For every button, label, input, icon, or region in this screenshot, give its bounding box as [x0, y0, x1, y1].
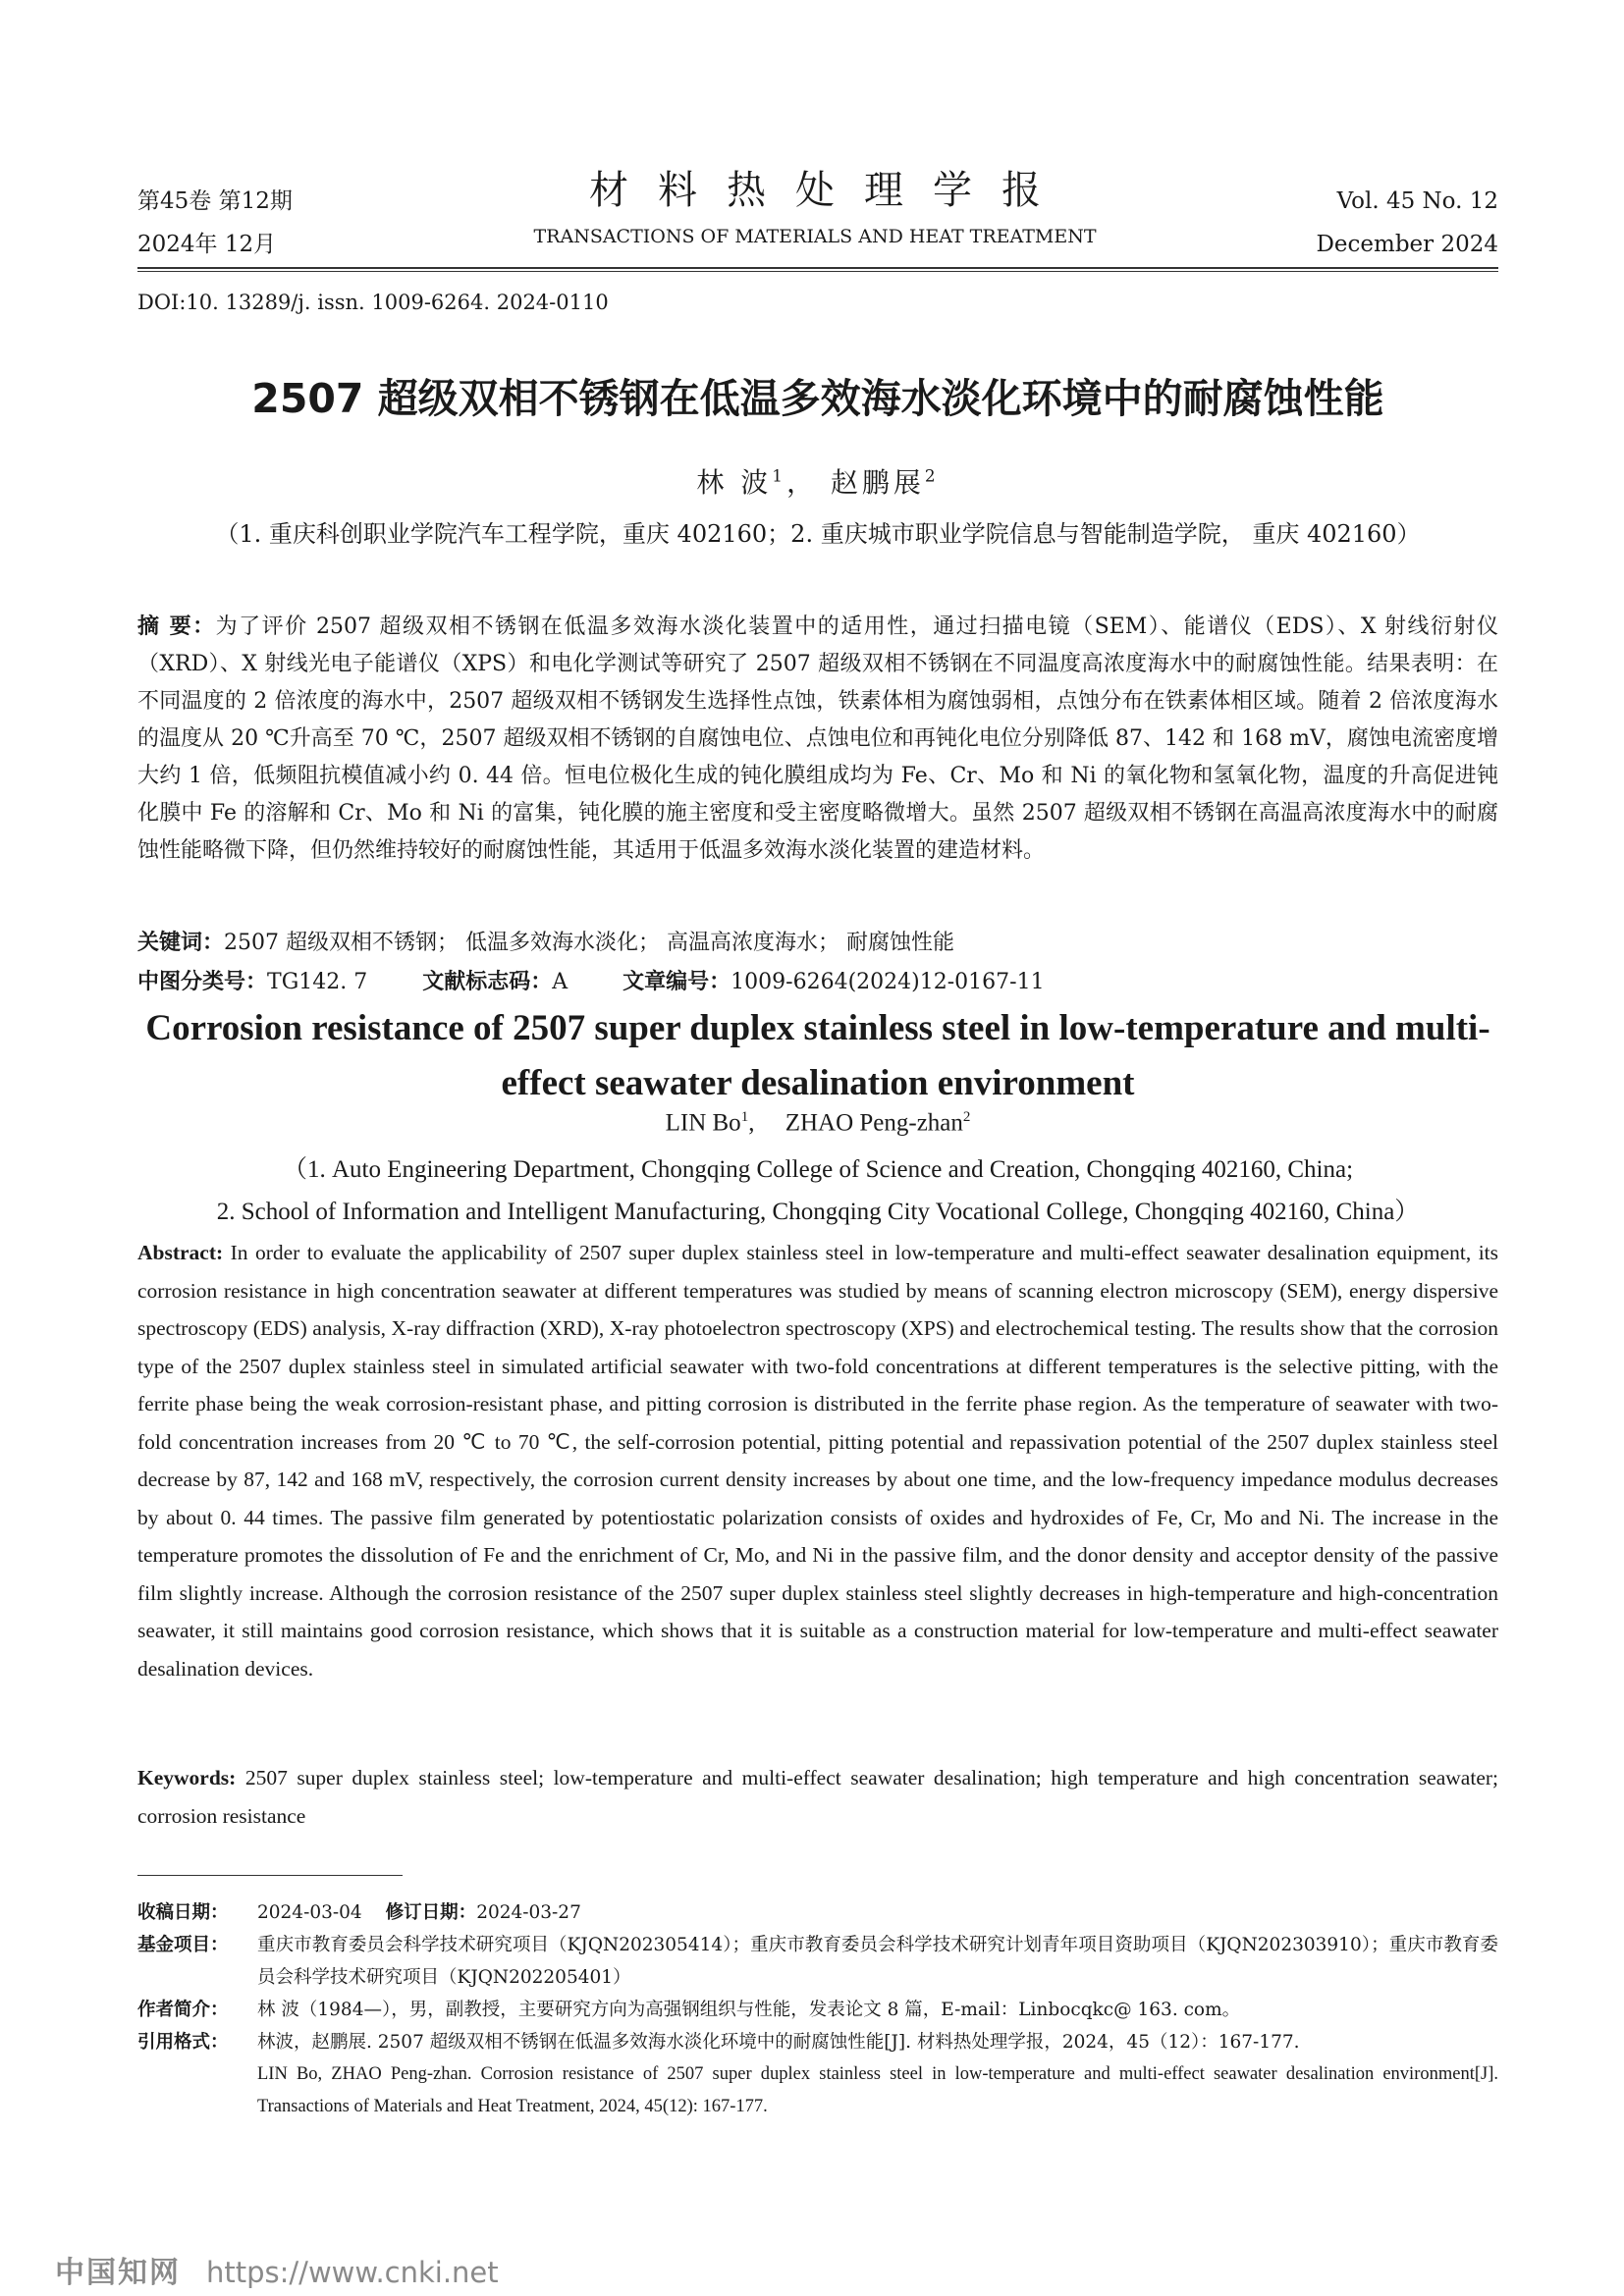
keywords-en-text: 2507 super duplex stainless steel; low-temperature and multi-effect seawater desalination; high temperature and high concentration seawater; corrosion resistance [137, 1766, 1499, 1828]
footnote-author [137, 1994, 1498, 2026]
header-right [1316, 180, 1498, 266]
article-number-value: 1009-6264(2024)12-0167-11 [731, 970, 1045, 994]
keywords-cn-text: 2507 超级双相不锈钢； 低温多效海水淡化； 高温高浓度海水； 耐腐蚀性能 [224, 931, 954, 955]
fund-text: 重庆市教育委员会科学技术研究项目（KJQN202305414）；重庆市教育委员会科学技术研究计划青年项目资助项目（KJQN202303910）；重庆市教育委员会科学技术研究项目（KJQN202205401） [257, 1935, 1498, 1988]
classification-line [137, 964, 1045, 1001]
author-1-en-sup: 1 [740, 1109, 749, 1125]
author-bio-text: 林 波（1984—），男，副教授，主要研究方向为高强钢组织与性能，发表论文 8 篇，E-mail：Linbocqkc@ 163. com。 [257, 2000, 1241, 2020]
keywords-cn [137, 925, 1498, 962]
cnki-logo: 中国知网 [55, 2256, 181, 2290]
author-bio-label: 作者简介： [137, 2000, 229, 2020]
received-label: 收稿日期： [137, 1902, 229, 1923]
doc-code-label: 文献标志码： [422, 970, 553, 994]
journal-title-en: TRANSACTIONS OF MATERIALS AND HEAT TREATMENT [533, 226, 1097, 247]
journal-title-cn: 材料热处理学报 [589, 168, 1070, 213]
clc-value: TG142. 7 [267, 970, 368, 994]
abstract-cn-text: 为了评价 2507 超级双相不锈钢在低温多效海水淡化装置中的适用性，通过扫描电镜（SEM）、能谱仪（EDS）、X 射线衍射仪（XRD）、X 射线光电子能谱仪（XPS）和电化学测试等研究了 2507 超级双相不锈钢在不同温度高浓度海水中的耐腐蚀性能。结果表明：在不同温度的 2 倍浓度的海水中，2507 超级双相不锈钢发生选择性点蚀，铁素体相为腐蚀弱相，点蚀分布在铁素体相区域。随着 2 倍浓度海水的温度从 20 ℃升高至 70 ℃，2507 超级双相不锈钢的自腐蚀电位、点蚀电位和再钝化电位分别降低 87、142 和 168 mV，腐蚀电流密度增大约 1 倍，低频阻抗模值减小约 0. 44 倍。恒电位极化生成的钝化膜组成均为 Fe、Cr、Mo 和 Ni 的氧化物和氢氧化物，温度的升高促进钝化膜中 Fe 的溶解和 Cr、Mo 和 Ni 的富集，钝化膜的施主密度和受主密度略微增大。虽然 2507 超级双相不锈钢在高温高浓度海水中的耐腐蚀性能略微下降，但仍然维持较好的耐腐蚀性能，其适用于低温多效海水淡化装置的建造材料。 [137, 614, 1498, 863]
author-1-sup: 1 [772, 465, 786, 486]
doi: DOI:10. 13289/j. issn. 1009-6264. 2024-0110 [137, 291, 609, 314]
keywords-cn-label: 关键词： [137, 931, 225, 955]
affiliation-en-line2: 2. School of Information and Intelligent Manufacturing, Chongqing City Vocational College, Chongqing 402160, China） [216, 1199, 1420, 1225]
footnote-rule [137, 1875, 403, 1876]
paper-title-en: Corrosion resistance of 2507 super duplex stainless steel in low-temperature and multi-effect seawater desalination environment [145, 1008, 1490, 1103]
paper-title-cn: 2507 超级双相不锈钢在低温多效海水淡化环境中的耐腐蚀性能 [251, 375, 1384, 422]
citation-en: LIN Bo, ZHAO Peng-zhan. Corrosion resistance of 2507 super duplex stainless steel in low-temperature and multi-effect seawater desalination environment[J]. Transactions of Materials and Heat Treatment, 2024, 45(12): 167-177. [257, 2064, 1498, 2116]
date-cn: 2024年 12月 [137, 232, 277, 257]
volume-issue-cn: 第45卷 第12期 [137, 188, 293, 214]
header-rule-thin [137, 271, 1498, 272]
author-2-cn: 赵鹏展 [830, 466, 925, 499]
received-date: 2024-03-04 [257, 1902, 362, 1923]
abstract-en-text: In order to evaluate the applicability of 2507 super duplex stainless steel in low-temperature and multi-effect seawater desalination equipment, its corrosion resistance in high concentration seawater at different temperatures was studied by means of scanning electron microscopy (SEM), energy dispersive spectroscopy (EDS) analysis, X-ray diffraction (XRD), X-ray photoelectron spectroscopy (XPS) and electrochemical testing. The results show that the corrosion type of the 2507 duplex stainless steel in simulated artificial seawater with two-fold concentrations at different temperatures is the selective pitting, with the ferrite phase being the weak corrosion-resistant phase, and pitting corrosion is distributed in the ferrite phase region. As the temperature of seawater with two-fold concentration increases from 20 ℃ to 70 ℃, the self-corrosion potential, pitting potential and repassivation potential of the 2507 duplex stainless steel decrease by 87, 142 and 168 mV, respectively, the corrosion current density increases by about one time, and the low-frequency impedance modulus decreases by about 0. 44 times. The passive film generated by potentiostatic polarization consists of oxides and hydroxides of Fe, Cr, Mo and Ni. The increase in the temperature promotes the dissolution of Fe and the enrichment of Cr, Mo, and Ni in the passive film, and the donor density and acceptor density of the passive film slightly increase. Although the corrosion resistance of the 2507 super duplex stainless steel slightly decreases in high-temperature and high-concentration seawater, it still maintains good corrosion resistance, which shows that it is suitable as a construction material for low-temperature and multi-effect seawater desalination devices. [137, 1241, 1499, 1681]
author-1-en: LIN Bo [665, 1109, 741, 1137]
cnki-watermark [55, 2248, 499, 2291]
doc-code-value: A [552, 970, 568, 994]
abstract-en-label: Abstract: [137, 1241, 224, 1264]
author-1-cn: 林 波 [696, 466, 773, 499]
keywords-en [137, 1759, 1498, 1835]
author-2-sup: 2 [924, 465, 940, 486]
article-number-label: 文章编号： [623, 970, 731, 994]
author-en-separator: , [748, 1109, 785, 1137]
footnote-dates [137, 1896, 1498, 1929]
authors-en [137, 1109, 1498, 1137]
abstract-en [137, 1234, 1498, 1687]
author-separator: ， [785, 466, 831, 499]
header-left [137, 180, 293, 266]
affiliation-en-line1: （1. Auto Engineering Department, Chongqing College of Science and Creation, Chongqing 402160, China; [282, 1156, 1354, 1183]
footnote-citation [137, 2026, 1498, 2123]
date-en: December 2024 [1316, 232, 1498, 257]
volume-issue-en: Vol. 45 No. 12 [1336, 188, 1498, 214]
header-rule [137, 267, 1498, 269]
citation-label: 引用格式： [137, 2032, 229, 2053]
clc-label: 中图分类号： [137, 970, 268, 994]
keywords-en-label: Keywords: [137, 1766, 237, 1789]
cnki-url: https://www.cnki.net [206, 2256, 499, 2289]
author-2-en-sup: 2 [962, 1109, 971, 1125]
authors-cn [137, 461, 1498, 501]
revised-label: 修订日期： [385, 1902, 477, 1923]
fund-label: 基金项目： [137, 1935, 229, 1955]
revised-date: 2024-03-27 [476, 1902, 581, 1923]
abstract-cn [137, 609, 1498, 870]
author-2-en: ZHAO Peng-zhan [785, 1109, 963, 1137]
affiliation-en [137, 1148, 1498, 1233]
affiliation-cn: （1. 重庆科创职业学院汽车工程学院，重庆 402160；2. 重庆城市职业学院信息与智能制造学院， 重庆 402160） [215, 520, 1421, 548]
citation-cn: 林波，赵鹏展. 2507 超级双相不锈钢在低温多效海水淡化环境中的耐腐蚀性能[J]. 材料热处理学报，2024，45（12）：167-177. [257, 2032, 1300, 2053]
abstract-cn-label: 摘 要： [137, 614, 216, 639]
footnote-fund [137, 1929, 1498, 1994]
journal-masthead [471, 165, 1159, 251]
